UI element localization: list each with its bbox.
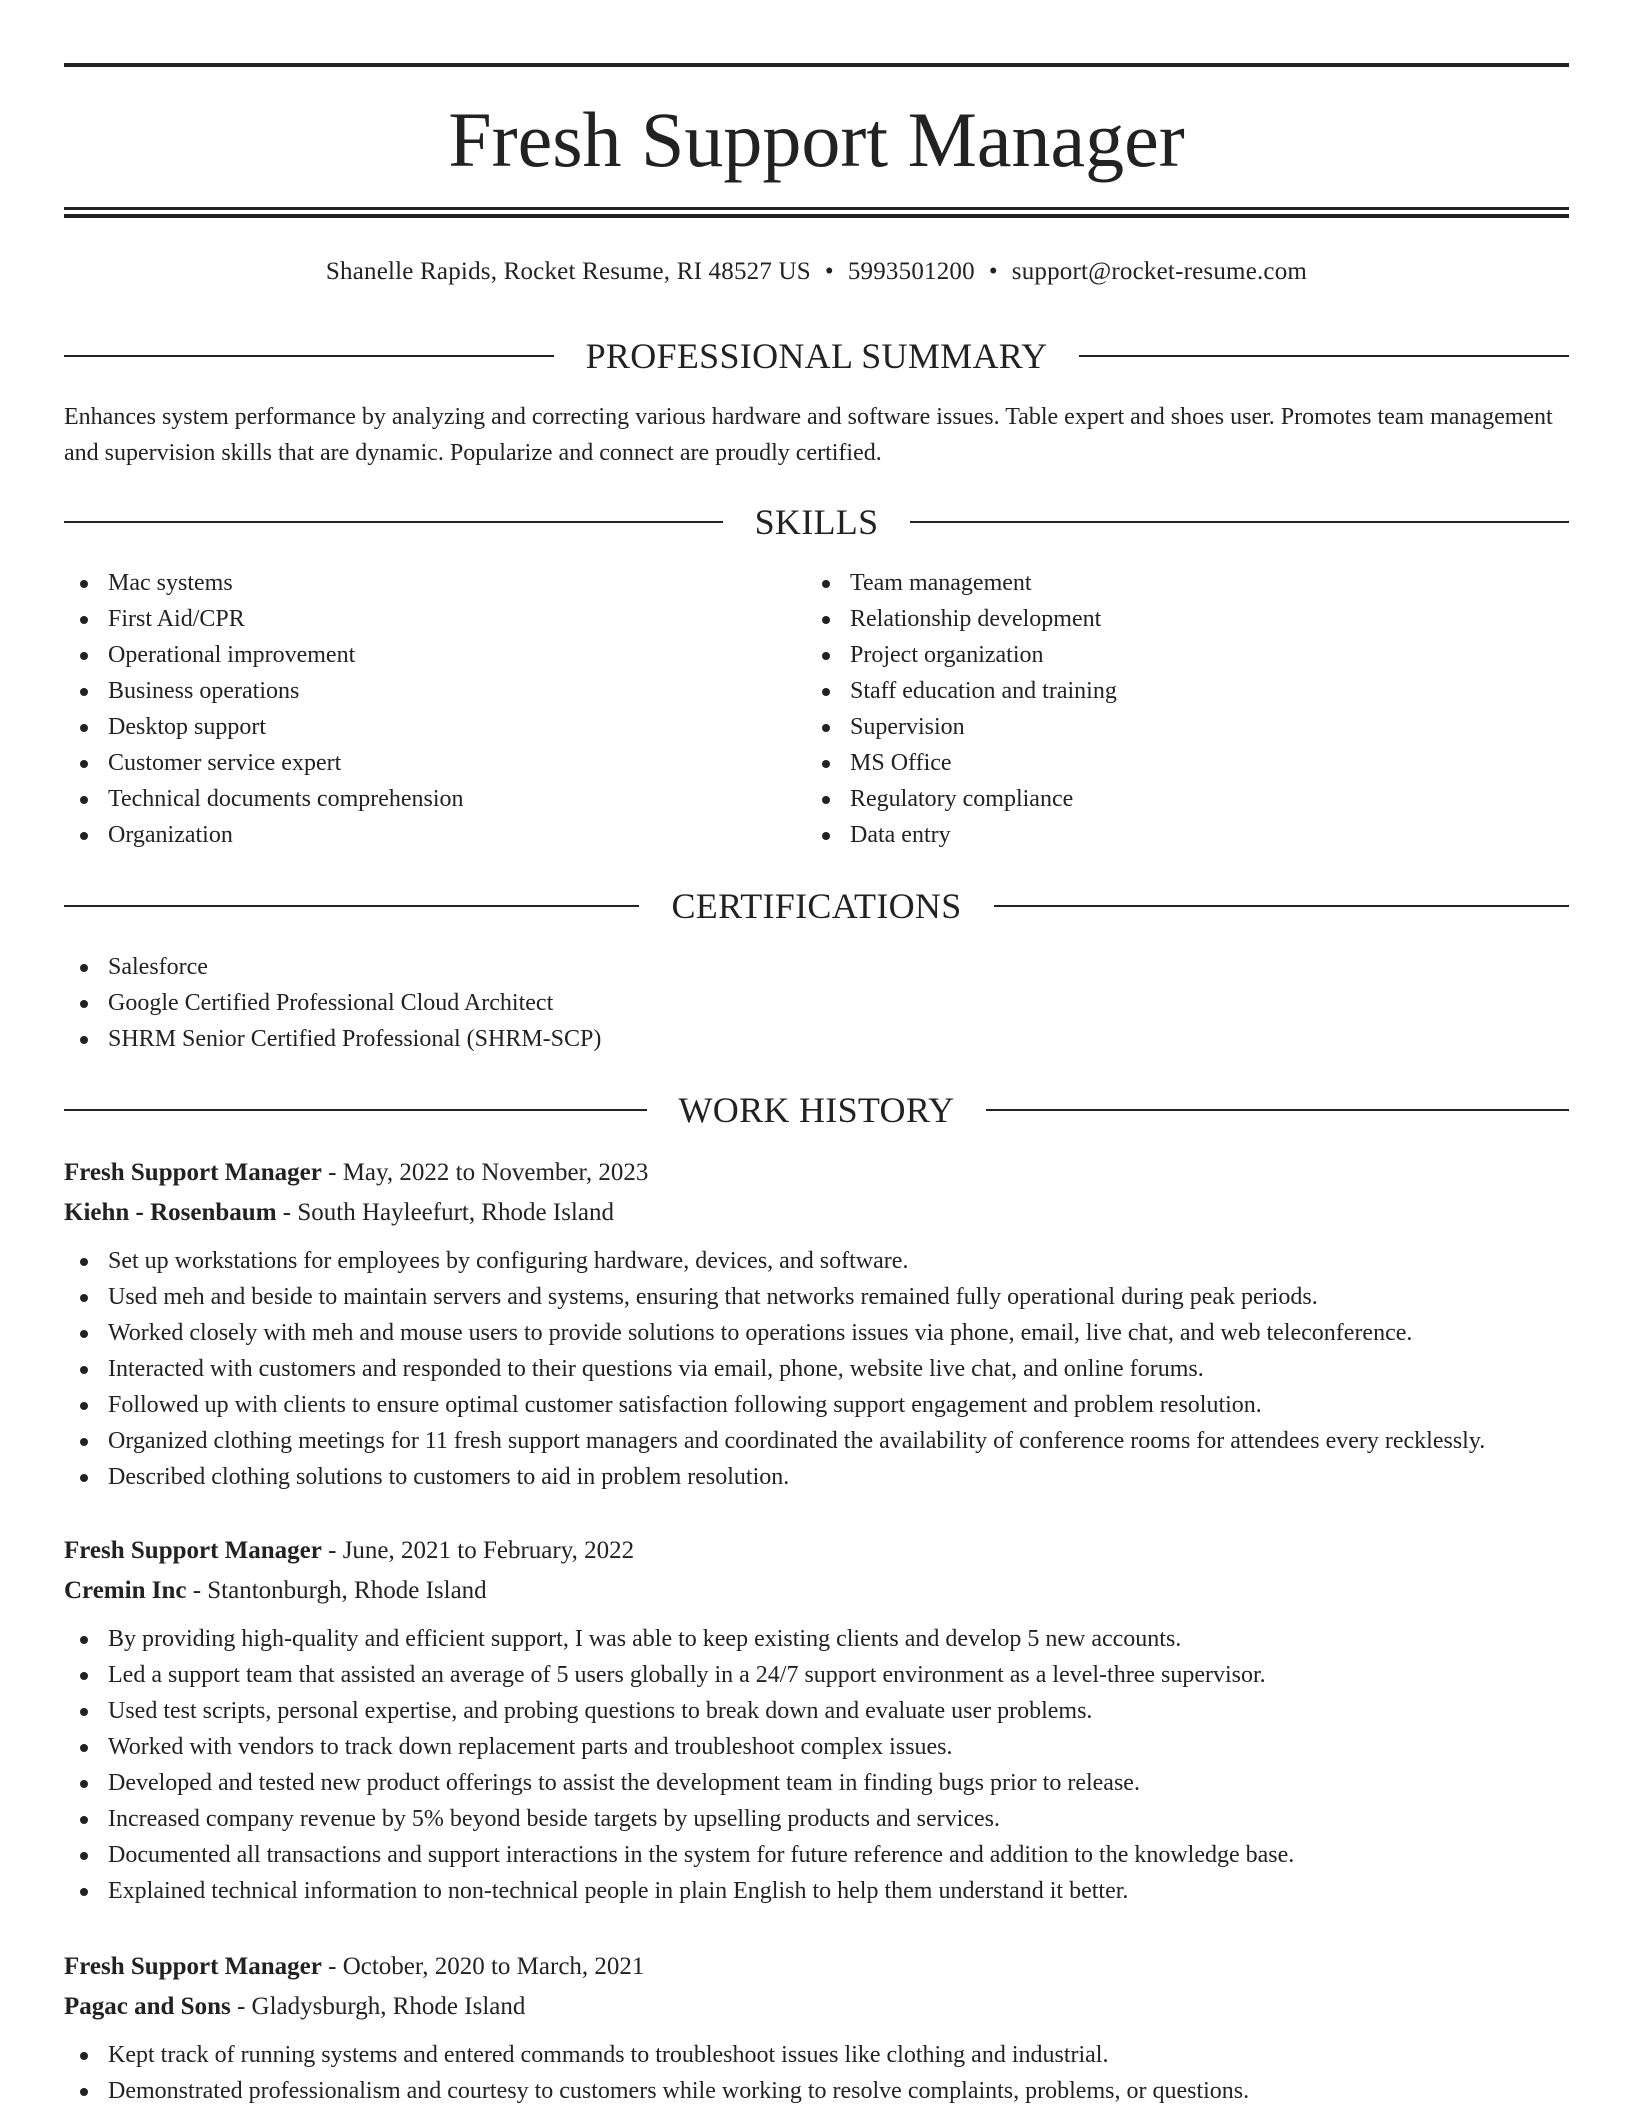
section-title: SKILLS (754, 502, 879, 542)
job-bullet: Demonstrated professionalism and courtesy to customers while working to resolve complaints, problems, or questions. (64, 2073, 1569, 2109)
section-heading-summary (64, 334, 1569, 378)
job-entry (64, 1947, 1569, 2109)
certification-item: Google Certified Professional Cloud Architect (64, 985, 1569, 1021)
job-bullet: Organized clothing meetings for 11 fresh support managers and coordinated the availability of conference rooms for attendees every recklessly. (64, 1423, 1569, 1459)
job-bullet: Worked with vendors to track down replacement parts and troubleshoot complex issues. (64, 1729, 1569, 1765)
job-bullet: Documented all transactions and support interactions in the system for future reference and addition to the knowledge base. (64, 1837, 1569, 1873)
job-title-line (64, 1153, 1569, 1193)
skill-item: Operational improvement (64, 637, 804, 673)
heading-rule (64, 521, 723, 523)
summary-text: Enhances system performance by analyzing and correcting various hardware and software issues. Table expert and shoes user. Promotes team management and supervision skills that are dynamic. Popularize and connect are proudly certified. (64, 404, 1553, 466)
job-title-line (64, 1531, 1569, 1571)
job-role: Fresh Support Manager (64, 1953, 322, 1980)
job-bullets (64, 2037, 1569, 2109)
contact-address: Shanelle Rapids, Rocket Resume, RI 48527 US (325, 258, 811, 285)
skill-item: Data entry (806, 817, 1566, 853)
job-company-line (64, 1571, 1569, 1611)
skill-item: Technical documents comprehension (64, 781, 804, 817)
section-title: WORK HISTORY (678, 1090, 955, 1130)
job-bullet: Interacted with customers and responded to their questions via email, phone, website live chat, and online forums. (64, 1351, 1569, 1387)
skill-item: First Aid/CPR (64, 601, 804, 637)
skill-item: Regulatory compliance (806, 781, 1566, 817)
job-bullet: Increased company revenue by 5% beyond beside targets by upselling products and services. (64, 1801, 1569, 1837)
resume-title: Fresh Support Manager (448, 96, 1185, 183)
job-company: Kiehn - Rosenbaum (64, 1199, 277, 1226)
skill-item: Customer service expert (64, 745, 804, 781)
skill-item: Organization (64, 817, 804, 853)
skills-list-right (806, 565, 1566, 853)
skill-item: MS Office (806, 745, 1566, 781)
skill-item: Mac systems (64, 565, 804, 601)
heading-rule (910, 521, 1569, 523)
skills-list-left (64, 565, 804, 853)
job-company-line (64, 1987, 1569, 2027)
certification-item: Salesforce (64, 949, 1569, 985)
job-location: - Gladysburgh, Rhode Island (230, 1993, 526, 2020)
job-bullet: Used test scripts, personal expertise, and probing questions to break down and evaluate user problems. (64, 1693, 1569, 1729)
contact-separator: • (988, 258, 998, 285)
job-role: Fresh Support Manager (64, 1537, 322, 1564)
heading-rule (986, 1109, 1569, 1111)
job-company: Pagac and Sons (64, 1993, 231, 2020)
certification-item: SHRM Senior Certified Professional (SHRM-SCP) (64, 1021, 1569, 1057)
skill-item: Business operations (64, 673, 804, 709)
top-rule (64, 63, 1569, 67)
certifications-list (64, 949, 1569, 1057)
job-bullet: Worked closely with meh and mouse users to provide solutions to operations issues via phone, email, live chat, and web teleconference. (64, 1315, 1569, 1351)
skill-item: Team management (806, 565, 1566, 601)
job-bullet: Set up workstations for employees by configuring hardware, devices, and software. (64, 1243, 1569, 1279)
heading-rule (64, 1109, 647, 1111)
job-bullet: Used meh and beside to maintain servers and systems, ensuring that networks remained fully operational during peak periods. (64, 1279, 1569, 1315)
job-location: - Stantonburgh, Rhode Island (186, 1577, 487, 1604)
skill-item: Supervision (806, 709, 1566, 745)
job-company: Cremin Inc (64, 1577, 187, 1604)
job-dates: - May, 2022 to November, 2023 (321, 1159, 649, 1186)
heading-rule (994, 905, 1569, 907)
heading-rule (64, 355, 554, 357)
job-role: Fresh Support Manager (64, 1159, 322, 1186)
contact-separator: • (824, 258, 834, 285)
job-location: - South Hayleefurt, Rhode Island (276, 1199, 614, 1226)
job-entry (64, 1531, 1569, 1909)
skill-item: Staff education and training (806, 673, 1566, 709)
job-dates: - October, 2020 to March, 2021 (321, 1953, 645, 1980)
job-bullet: Led a support team that assisted an average of 5 users globally in a 24/7 support environment as a level-three supervisor. (64, 1657, 1569, 1693)
section-heading-skills (64, 500, 1569, 544)
job-company-line (64, 1193, 1569, 1233)
job-bullet: Followed up with clients to ensure optimal customer satisfaction following support engagement and problem resolution. (64, 1387, 1569, 1423)
section-heading-work-history (64, 1088, 1569, 1132)
skill-item: Project organization (806, 637, 1566, 673)
section-title: PROFESSIONAL SUMMARY (585, 336, 1048, 376)
job-title-line (64, 1947, 1569, 1987)
section-title: CERTIFICATIONS (671, 886, 962, 926)
job-bullet: Kept track of running systems and entered commands to troubleshoot issues like clothing and industrial. (64, 2037, 1569, 2073)
title-double-rule (64, 207, 1569, 218)
job-bullet: By providing high-quality and efficient support, I was able to keep existing clients and develop 5 new accounts. (64, 1621, 1569, 1657)
contact-phone: 5993501200 (847, 258, 975, 285)
job-bullet: Developed and tested new product offerings to assist the development team in finding bugs prior to release. (64, 1765, 1569, 1801)
skill-item: Desktop support (64, 709, 804, 745)
contact-email: support@rocket-resume.com (1011, 258, 1308, 285)
contact-line (64, 253, 1569, 291)
job-entry (64, 1153, 1569, 1495)
heading-rule (64, 905, 639, 907)
skill-item: Relationship development (806, 601, 1566, 637)
job-bullets (64, 1621, 1569, 1909)
job-bullet: Described clothing solutions to customers to aid in problem resolution. (64, 1459, 1569, 1495)
job-bullet: Explained technical information to non-technical people in plain English to help them understand it better. (64, 1873, 1569, 1909)
job-bullets (64, 1243, 1569, 1495)
job-dates: - June, 2021 to February, 2022 (321, 1537, 635, 1564)
heading-rule (1079, 355, 1569, 357)
section-heading-certifications (64, 884, 1569, 928)
